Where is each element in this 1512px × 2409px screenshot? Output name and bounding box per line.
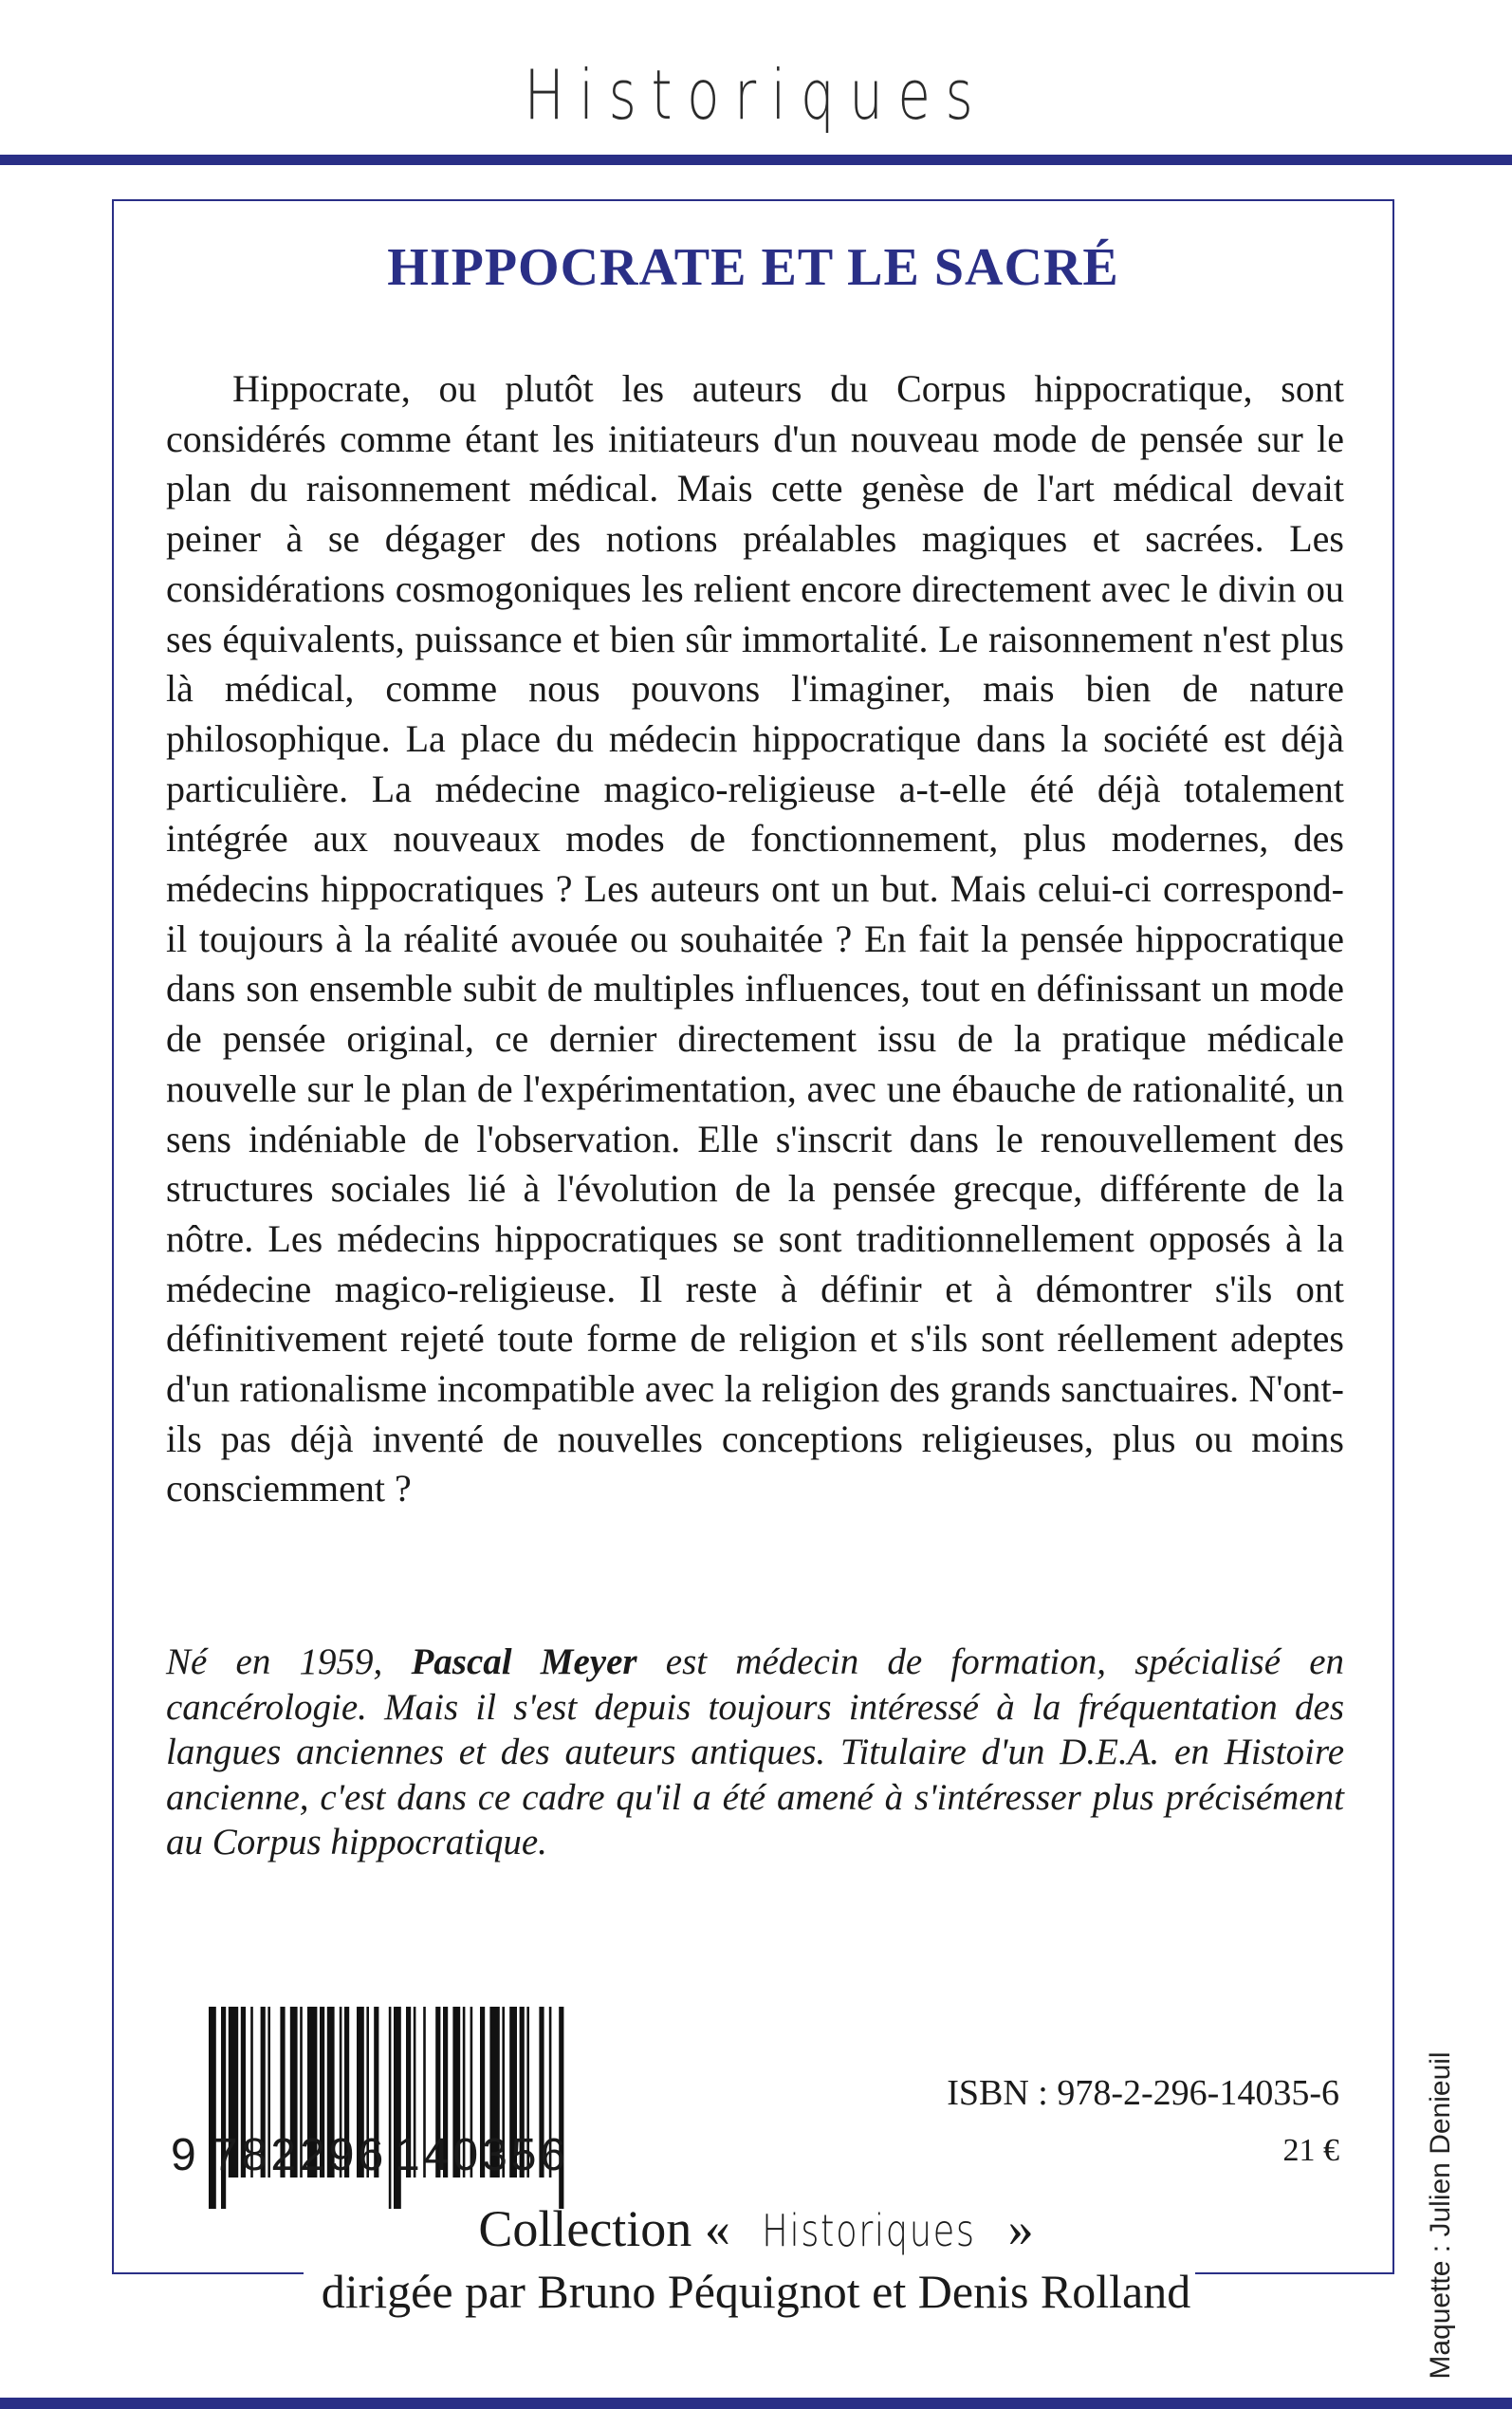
barcode-group-2: 140356 bbox=[395, 2130, 570, 2180]
top-rule bbox=[0, 155, 1512, 165]
author-name: Pascal Meyer bbox=[411, 1641, 637, 1682]
bio-text: est médecin de formation, spécialisé en cancérologie. Mais il s'est depuis toujours intéressé à la fréquentation des langues anciennes et des auteurs antiques. Titulaire d'un D.E.A. en Histoire ancienne, c'est dans ce cadre qu'il a été amené à s'intéresser plus précisément au Corpus hippocratique. bbox=[166, 1641, 1344, 1862]
collection-line bbox=[0, 2199, 1512, 2258]
barcode-group-1: 782296 bbox=[212, 2130, 388, 2180]
price: 21 € bbox=[1282, 2133, 1339, 2168]
isbn: ISBN : 978-2-296-14035-6 bbox=[947, 2073, 1339, 2113]
bio-prefix: Né en 1959, bbox=[166, 1641, 412, 1682]
collection-directors: dirigée par Bruno Péquignot et Denis Rolland bbox=[321, 2265, 1191, 2318]
barcode-first-digit: 9 bbox=[171, 2130, 200, 2180]
collection-open-quote: « bbox=[704, 2200, 744, 2257]
collection-prefix: Collection bbox=[478, 2200, 705, 2257]
series-title: Historiques bbox=[524, 55, 988, 135]
collection-name: Historiques bbox=[762, 2205, 976, 2256]
barcode-bar bbox=[389, 2007, 392, 2209]
collection-close-quote: » bbox=[995, 2200, 1034, 2257]
book-title: HIPPOCRATE ET LE SACRÉ bbox=[387, 238, 1119, 297]
layout-credit-text: Maquette : Julien Denieuil bbox=[1425, 2051, 1456, 2380]
bottom-rule bbox=[0, 2398, 1512, 2409]
author-bio bbox=[166, 1640, 1344, 1865]
synopsis-text: Hippocrate, ou plutôt les auteurs du Corpus hippocratique, sont considérés comme étant les initiateurs d'un nouveau mode de pensée sur le plan du raisonnement médical. Mais cette genèse de l'art médical devait peiner à se dégager des notions préalables magiques et sacrées. Les considérations cosmogoniques les relient encore directement avec le divin ou ses équivalents, puissance et bien sûr immortalité. Le raisonnement n'est plus là médical, comme nous pouvons l'imaginer, mais bien de nature philosophique. La place du médecin hippocratique dans la société est déjà particulière. La médecine magico-religieuse a-t-elle été déjà totalement intégrée aux nouveaux modes de fonctionnement, plus modernes, des médecins hippocratiques ? Les auteurs ont un but. Mais celui-ci correspond-il toujours à la réalité avouée ou souhaitée ? En fait la pensée hippocratique dans son ensemble subit de multiples influences, tout en définissant un mode de pensée original, ce dernier directement issu de la pratique médicale nouvelle sur le plan de l'expérimentation, avec une ébauche de rationalité, un sens indéniable de l'observation. Elle s'inscrit dans le renouvellement des structures sociales lié à l'évolution de la pensée grecque, différente de la nôtre. Les médecins hippocratiques se sont traditionnellement opposés à la médecine magico-religieuse. Il reste à définir et à démontrer s'ils ont définitivement rejeté toute forme de religion et s'ils sont réellement adeptes d'un rationalisme incompatible avec la religion des grands sanctuaires. N'ont-ils pas déjà inventé de nouvelles conceptions religieuses, plus ou moins consciemment ? bbox=[166, 367, 1344, 1510]
